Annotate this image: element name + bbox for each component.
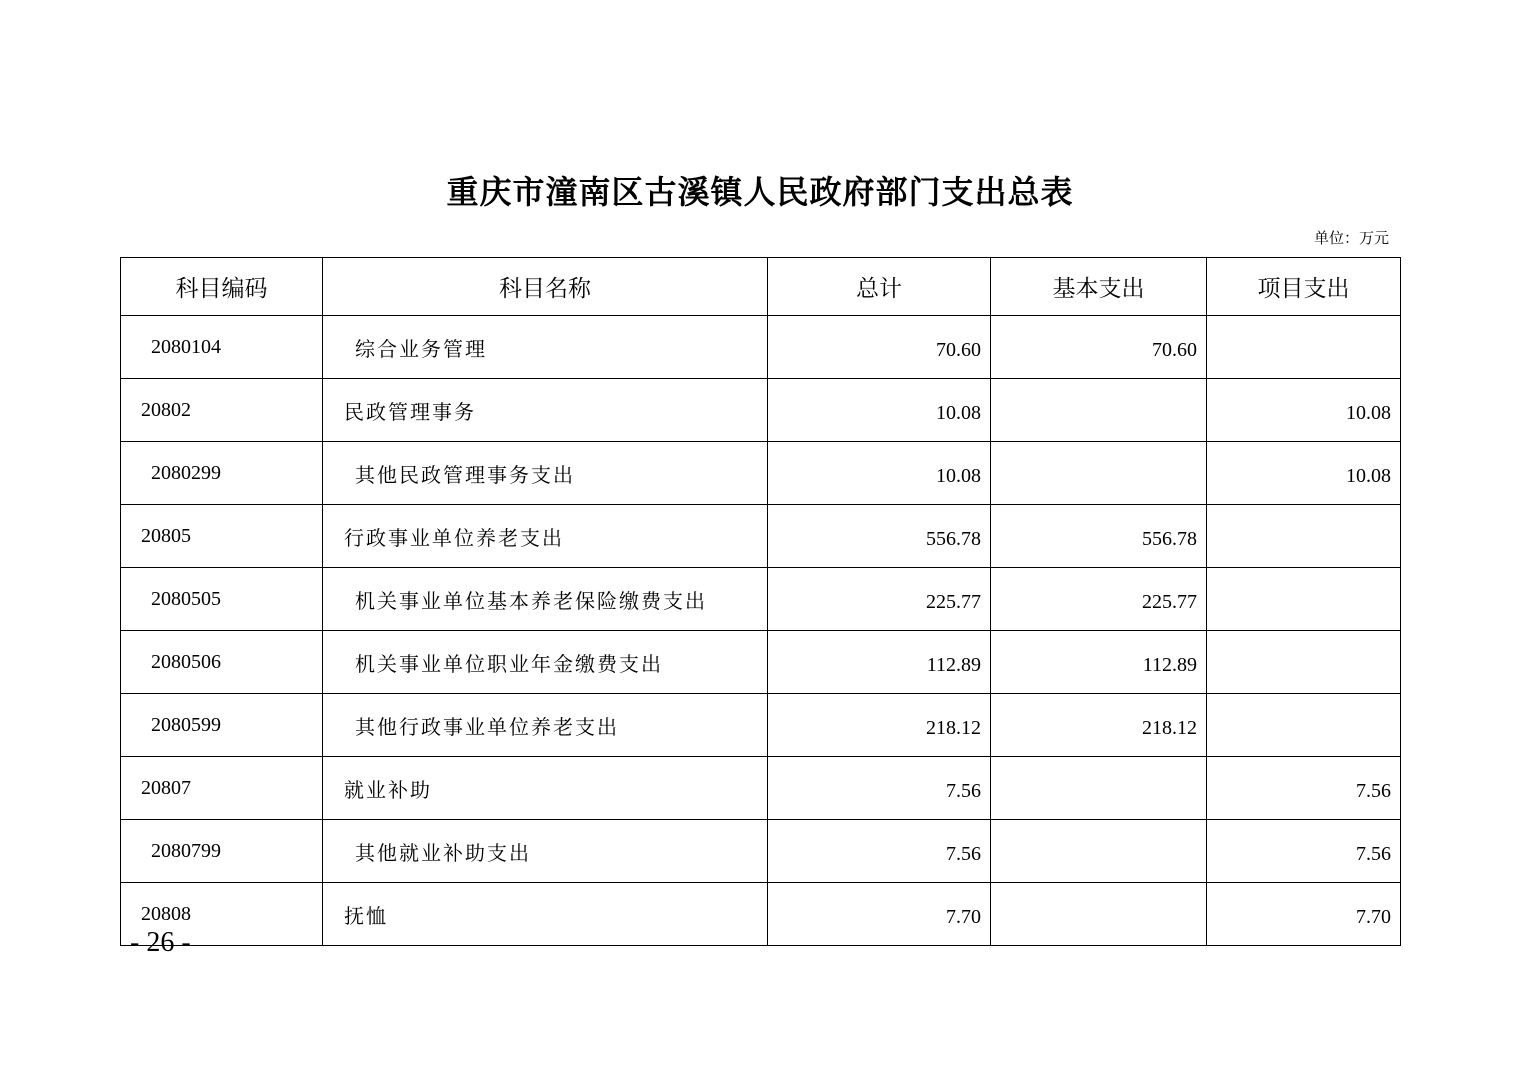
cell-code: 20805 xyxy=(121,505,323,568)
cell-total: 556.78 xyxy=(768,505,991,568)
cell-project xyxy=(1207,631,1401,694)
cell-total: 10.08 xyxy=(768,379,991,442)
header-project: 项目支出 xyxy=(1207,258,1401,316)
table-row xyxy=(121,568,1401,631)
cell-basic: 556.78 xyxy=(991,505,1207,568)
cell-total: 7.56 xyxy=(768,757,991,820)
table-row xyxy=(121,757,1401,820)
cell-name: 其他行政事业单位养老支出 xyxy=(323,694,768,757)
cell-name: 机关事业单位职业年金缴费支出 xyxy=(323,631,768,694)
cell-total: 112.89 xyxy=(768,631,991,694)
cell-name: 行政事业单位养老支出 xyxy=(323,505,768,568)
cell-code: 2080506 xyxy=(121,631,323,694)
table-row xyxy=(121,316,1401,379)
table-row xyxy=(121,820,1401,883)
header-name: 科目名称 xyxy=(323,258,768,316)
cell-code: 2080799 xyxy=(121,820,323,883)
table-row xyxy=(121,442,1401,505)
table-row xyxy=(121,631,1401,694)
table-row xyxy=(121,883,1401,946)
cell-project: 10.08 xyxy=(1207,442,1401,505)
cell-code: 20808 xyxy=(121,883,323,946)
cell-basic xyxy=(991,379,1207,442)
document-title: 重庆市潼南区古溪镇人民政府部门支出总表 xyxy=(446,173,1074,211)
table-row xyxy=(121,505,1401,568)
cell-total: 7.70 xyxy=(768,883,991,946)
cell-basic xyxy=(991,820,1207,883)
header-total: 总计 xyxy=(768,258,991,316)
cell-project: 7.56 xyxy=(1207,820,1401,883)
table-row xyxy=(121,694,1401,757)
cell-name: 民政管理事务 xyxy=(323,379,768,442)
cell-code: 2080104 xyxy=(121,316,323,379)
cell-basic xyxy=(991,442,1207,505)
table-row xyxy=(121,379,1401,442)
cell-code: 2080299 xyxy=(121,442,323,505)
cell-name: 其他就业补助支出 xyxy=(323,820,768,883)
cell-project xyxy=(1207,505,1401,568)
cell-project: 7.56 xyxy=(1207,757,1401,820)
table-header-row xyxy=(121,258,1401,316)
cell-code: 20807 xyxy=(121,757,323,820)
header-basic: 基本支出 xyxy=(991,258,1207,316)
cell-name: 抚恤 xyxy=(323,883,768,946)
cell-total: 70.60 xyxy=(768,316,991,379)
cell-basic: 112.89 xyxy=(991,631,1207,694)
cell-basic: 225.77 xyxy=(991,568,1207,631)
cell-project: 7.70 xyxy=(1207,883,1401,946)
cell-basic: 218.12 xyxy=(991,694,1207,757)
cell-total: 218.12 xyxy=(768,694,991,757)
cell-total: 10.08 xyxy=(768,442,991,505)
header-code: 科目编码 xyxy=(121,258,323,316)
cell-total: 225.77 xyxy=(768,568,991,631)
cell-name: 综合业务管理 xyxy=(323,316,768,379)
cell-project: 10.08 xyxy=(1207,379,1401,442)
cell-project xyxy=(1207,568,1401,631)
cell-name: 机关事业单位基本养老保险缴费支出 xyxy=(323,568,768,631)
cell-project xyxy=(1207,316,1401,379)
cell-project xyxy=(1207,694,1401,757)
cell-code: 2080505 xyxy=(121,568,323,631)
cell-basic: 70.60 xyxy=(991,316,1207,379)
cell-name: 就业补助 xyxy=(323,757,768,820)
cell-code: 20802 xyxy=(121,379,323,442)
expenditure-table xyxy=(120,257,1401,946)
page-number: - 26 - xyxy=(130,927,191,958)
cell-code: 2080599 xyxy=(121,694,323,757)
cell-basic xyxy=(991,883,1207,946)
cell-name: 其他民政管理事务支出 xyxy=(323,442,768,505)
cell-basic xyxy=(991,757,1207,820)
unit-label: 单位：万元 xyxy=(1313,229,1389,247)
cell-total: 7.56 xyxy=(768,820,991,883)
